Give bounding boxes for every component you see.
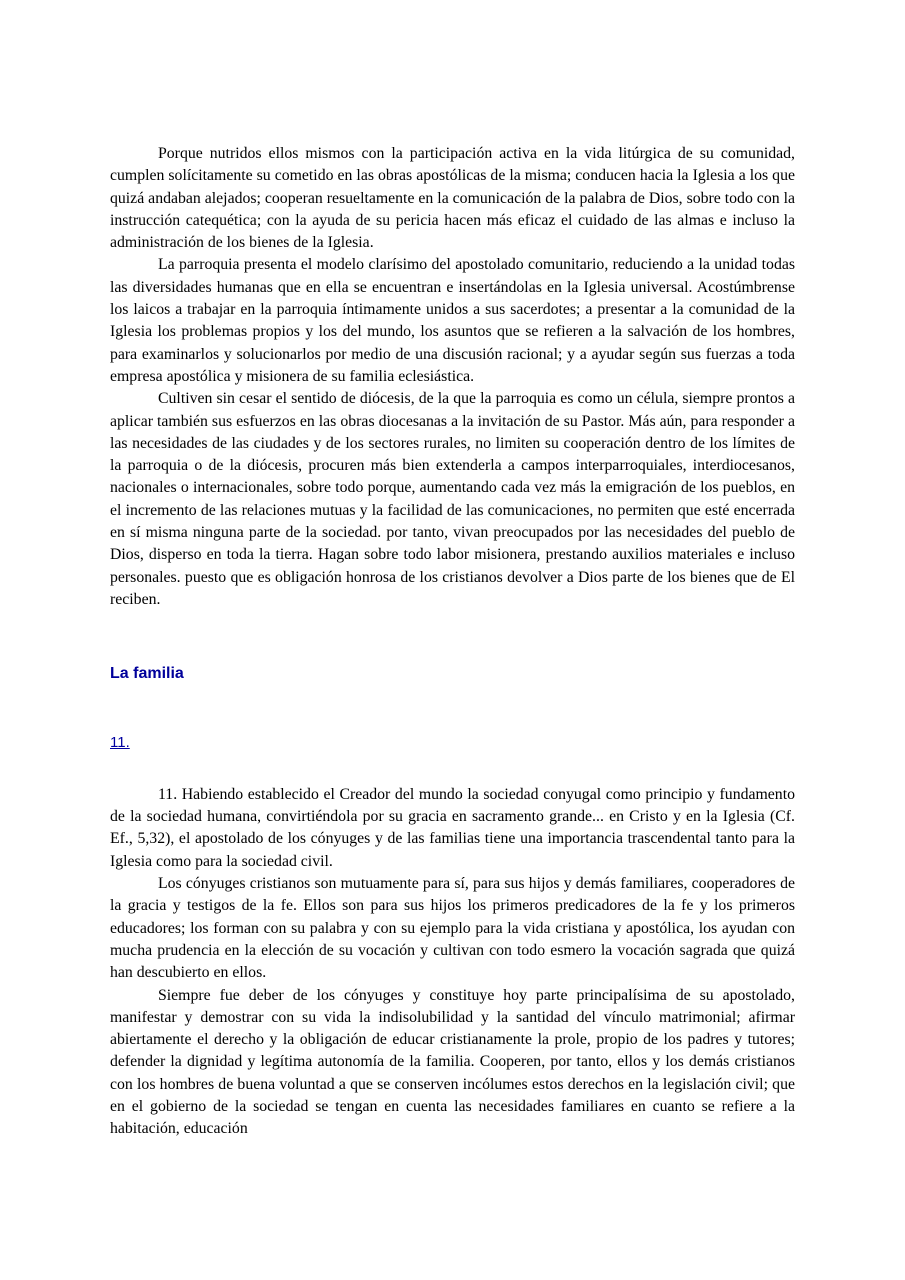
body-paragraph: La parroquia presenta el modelo clarísimo del apostolado comunitario, reduciendo a la unidad todas las diversidades humanas que en ella se encuentran e insertándolas en la Iglesia universal. Acostúmbrense los laicos a trabajar en la parroquia íntimamente unidos a sus sacerdotes; a presentar a la comunidad de la Iglesia los problemas propios y los del mundo, los asuntos que se refieren a la salvación de los hombres, para examinarlos y solucionarlos por medio de una discusión racional; y a ayudar según sus fuerzas a toda empresa apostólica y misionera de su familia eclesiástica. [110,256,795,385]
section-heading-la-familia: La familia [110,665,184,683]
body-paragraph: Siempre fue deber de los cónyuges y constituye hoy parte principalísima de su apostolado, manifestar y demostrar con su vida la indisolubilidad y la santidad del vínculo matrimonial; afirmar abiertamente el derecho y la obligación de educar cristianamente la prole, propio de los padres y tutores; defender la dignidad y legítima autonomía de la familia. Cooperen, por tanto, ellos y los demás cristianos con los hombres de buena voluntad a que se conserven incólumes estos derechos en la legislación civil; que en el gobierno de la sociedad se tengan en cuenta las necesidades familiares en cuanto se refiere a la habitación, educación [110,986,795,1138]
section-anchor-link[interactable]: 11. [110,733,130,751]
body-paragraph: Cultiven sin cesar el sentido de diócesis, de la que la parroquia es como un célula, siempre prontos a aplicar también sus esfuerzos en las obras diocesanas a la invitación de su Pastor. Más aún, para responder a las necesidades de las ciudades y de los sectores rurales, no limiten su cooperación dentro de los límites de la parroquia o de la diócesis, procuren más bien extenderla a campos interparroquiales, interdiocesanos, nacionales o internacionales, sobre todo porque, aumentando cada vez más la emigración de los pueblos, en el incremento de las relaciones mutuas y la facilidad de las comunicaciones, no permiten que esté encerrada en sí misma ninguna parte de la sociedad. por tanto, vivan preocupados por las necesidades del pueblo de Dios, disperso en toda la tierra. Hagan sobre todo labor misionera, prestando auxilios materiales e incluso personales. puesto que es obligación honrosa de los cristianos devolver a Dios parte de los bienes que de El reciben. [110,390,795,608]
body-paragraph: Los cónyuges cristianos son mutuamente para sí, para sus hijos y demás familiares, cooperadores de la gracia y testigos de la fe. Ellos son para sus hijos los primeros predicadores de la fe y los primeros educadores; los forman con su palabra y con su ejemplo para la vida cristiana y apostólica, los ayudan con mucha prudencia en la elección de su vocación y cultivan con todo esmero la vocación sagrada que quizá han descubierto en ellos. [110,875,795,982]
body-paragraph: 11. Habiendo establecido el Creador del mundo la sociedad conyugal como principio y fundamento de la sociedad humana, convirtiéndola por su gracia en sacramento grande... en Cristo y en la Iglesia (Cf. Ef., 5,32), el apostolado de los cónyuges y de las familias tiene una importancia trascendental tanto para la Iglesia como para la sociedad civil. [110,785,795,870]
body-paragraph: Porque nutridos ellos mismos con la participación activa en la vida litúrgica de su comunidad, cumplen solícitamente su cometido en las obras apostólicas de la misma; conducen hacia la Iglesia a los que quizá andaban alejados; cooperan resueltamente en la comunicación de la palabra de Dios, sobre todo con la instrucción catequética; con la ayuda de su pericia hacen más eficaz el cuidado de las almas e incluso la administración de los bienes de la Iglesia. [110,145,795,252]
section-anchor [110,732,795,754]
